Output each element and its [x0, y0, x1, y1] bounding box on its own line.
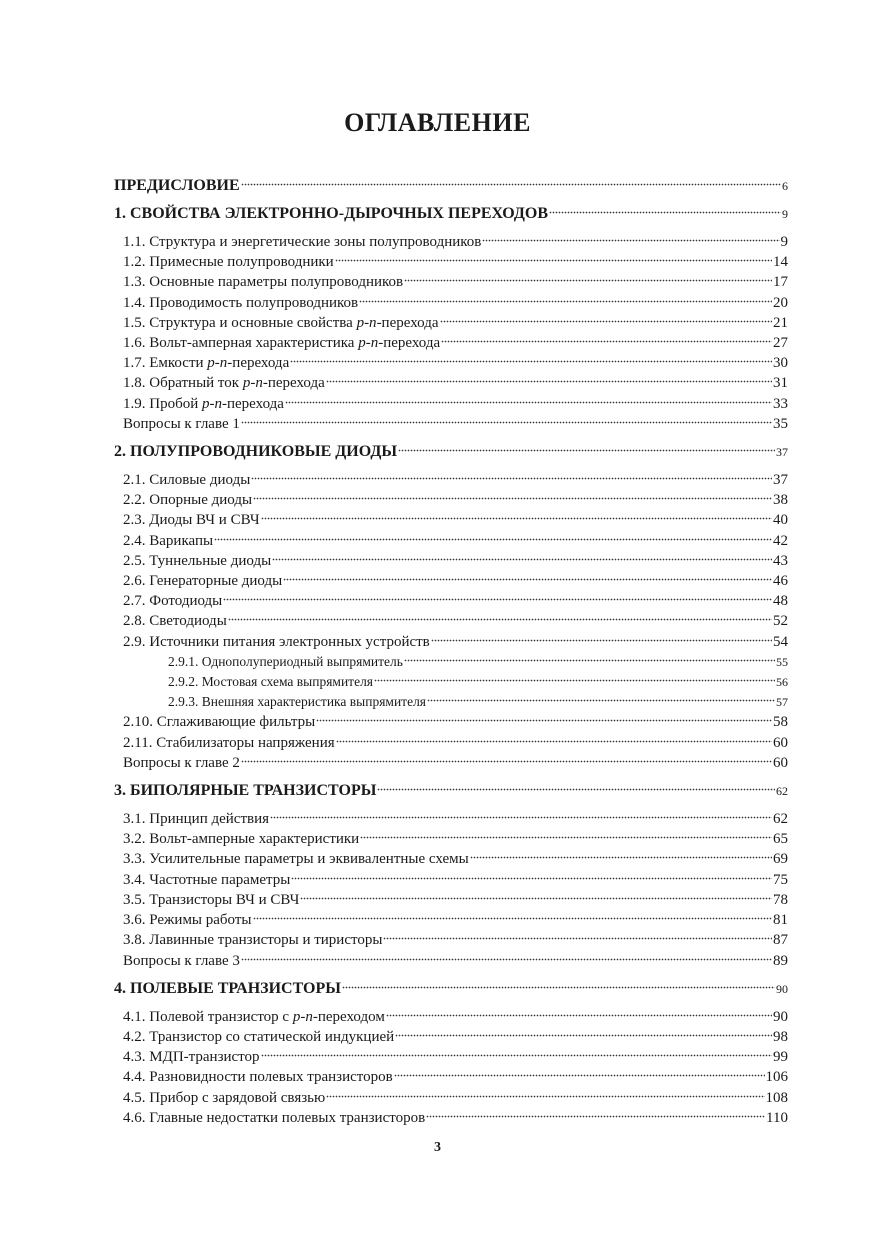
- toc-page-number: 37: [773, 472, 788, 489]
- toc-entry[interactable]: [114, 1027, 788, 1047]
- toc-entry[interactable]: [114, 1088, 788, 1108]
- toc-page-number: 65: [773, 831, 788, 848]
- toc-heading-chapter-4[interactable]: [114, 979, 788, 999]
- toc-entry[interactable]: [114, 414, 788, 434]
- toc-entry-text: 3.1. Принцип действия: [123, 811, 270, 828]
- toc-entry-text: 2.9.1. Однополупериодный выпрямитель: [168, 653, 403, 669]
- entry-text-part: -перехода: [378, 335, 441, 352]
- toc-entry-text: 1.3. Основные параметры полупроводников: [123, 274, 404, 291]
- toc-entry[interactable]: [114, 571, 788, 591]
- toc-entry[interactable]: [114, 849, 788, 869]
- toc-heading-text: 3. БИПОЛЯРНЫЕ ТРАНЗИСТОРЫ: [114, 782, 377, 800]
- toc-page-number: 6: [782, 179, 788, 193]
- toc-entry-text: [123, 353, 289, 373]
- dot-leader: [440, 320, 773, 324]
- toc-entry[interactable]: [114, 490, 788, 510]
- toc-entry[interactable]: [114, 1007, 788, 1027]
- toc-page-number: 89: [773, 952, 788, 969]
- toc-page-number: 60: [773, 734, 788, 751]
- dot-leader: [404, 279, 772, 283]
- toc-heading-chapter-1[interactable]: [114, 204, 788, 224]
- toc-page-number: 78: [773, 891, 788, 908]
- dot-leader: [404, 659, 775, 663]
- dot-leader: [335, 259, 772, 263]
- toc-page-number: 38: [773, 492, 788, 509]
- toc-entry-text: 2.8. Светодиоды: [123, 613, 227, 630]
- toc-page-number: 43: [773, 552, 788, 569]
- dot-leader: [549, 211, 781, 215]
- entry-italic-term: p-n: [202, 395, 222, 412]
- entry-italic-term: p-n: [292, 1008, 313, 1025]
- dot-leader: [377, 788, 775, 792]
- toc-entry[interactable]: [114, 611, 788, 631]
- dot-leader: [261, 517, 772, 521]
- toc-page-number: 56: [776, 675, 788, 690]
- toc-entry-text: 4.6. Главные недостатки полевых транзисторов: [123, 1109, 426, 1126]
- dot-leader: [272, 558, 772, 562]
- entry-italic-term: p-n: [356, 314, 377, 331]
- toc-entry-text: 2.9.3. Внешняя характеристика выпрямителя: [168, 694, 427, 710]
- chapter-1-entries: [114, 232, 788, 434]
- toc-entry-text: 2.1. Силовые диоды: [123, 472, 251, 489]
- toc-entry[interactable]: [114, 1047, 788, 1067]
- toc-entry[interactable]: [114, 313, 788, 333]
- entry-text-part: 4.1. Полевой транзистор с: [123, 1008, 293, 1025]
- toc-page-number: 108: [765, 1089, 788, 1106]
- toc-page-number: 62: [773, 811, 788, 828]
- toc-entry-text: 3.5. Транзисторы ВЧ и СВЧ: [123, 891, 300, 908]
- toc-entry-text: 1.2. Примесные полупроводники: [123, 254, 334, 271]
- dot-leader: [291, 877, 772, 881]
- dot-leader: [300, 897, 772, 901]
- toc-entry[interactable]: [114, 692, 788, 712]
- toc-entry-text: 4.3. МДП-транзистор: [123, 1049, 260, 1066]
- toc-entry-text: [123, 373, 325, 393]
- dot-leader: [395, 1034, 772, 1038]
- toc-page-number: 17: [773, 274, 788, 291]
- toc-entry[interactable]: [114, 353, 788, 373]
- toc-page-number: 69: [773, 851, 788, 868]
- toc-entry[interactable]: [114, 733, 788, 753]
- toc-entry[interactable]: [114, 333, 788, 353]
- dot-leader: [336, 740, 772, 744]
- toc-entry-text: 2.4. Варикапы: [123, 532, 214, 549]
- toc-entry-text: 1.1. Структура и энергетические зоны полупроводников: [123, 234, 482, 250]
- toc-entry-text: Вопросы к главе 3: [123, 952, 240, 969]
- toc-entry[interactable]: [114, 394, 788, 414]
- toc-page-number: 42: [773, 532, 788, 549]
- toc-entry[interactable]: [114, 293, 788, 313]
- toc-page-number: 27: [773, 335, 788, 352]
- dot-leader: [283, 578, 772, 582]
- toc-page-number: 46: [773, 573, 788, 590]
- toc-page-number: 58: [773, 714, 788, 731]
- dot-leader: [482, 239, 779, 243]
- toc-entry-text: 2.6. Генераторные диоды: [123, 573, 283, 590]
- toc-entry-text: 3.3. Усилительные параметры и эквивалентные схемы: [123, 851, 469, 868]
- toc-page-number: 30: [773, 355, 788, 372]
- toc-entry[interactable]: [114, 930, 788, 950]
- toc-page-number: 52: [773, 613, 788, 630]
- chapter-2-entries-more: [114, 712, 788, 773]
- page-number: 3: [434, 1140, 441, 1155]
- chapter-2-subentries: [114, 652, 788, 713]
- dot-leader: [359, 300, 772, 304]
- toc-entry-text: 3.8. Лавинные транзисторы и тиристоры: [123, 932, 383, 949]
- toc-entry-text: [123, 333, 440, 353]
- toc-page-number: 87: [773, 932, 788, 949]
- toc-page-number: 9: [782, 207, 788, 221]
- toc-heading-preface[interactable]: [114, 176, 788, 196]
- chapter-3-entries: [114, 809, 788, 971]
- entry-italic-term: p-n: [358, 335, 379, 352]
- toc-entry-text: 2.2. Опорные диоды: [123, 492, 253, 509]
- toc-page-number: 75: [773, 871, 788, 888]
- dot-leader: [441, 340, 772, 344]
- toc-entry-text: [123, 394, 284, 414]
- toc-entry-text: 2.9.2. Мостовая схема выпрямителя: [168, 674, 374, 690]
- toc-heading-text: 4. ПОЛЕВЫЕ ТРАНЗИСТОРЫ: [114, 979, 341, 997]
- toc-page-number: 33: [773, 395, 788, 412]
- toc-page-number: 14: [773, 254, 788, 271]
- entry-text-part: -перехода: [262, 375, 325, 392]
- entry-text-part: -перехода: [222, 395, 284, 412]
- dot-leader: [241, 958, 772, 962]
- toc-entry-text: 3.2. Вольт-амперные характеристики: [123, 831, 360, 848]
- toc-entry-text: 2.5. Туннельные диоды: [123, 552, 272, 569]
- entry-italic-term: p-n: [242, 375, 263, 392]
- toc-entry-text: 2.10. Сглаживающие фильтры: [123, 714, 316, 731]
- entry-text-part: -перехода: [227, 355, 290, 372]
- toc-entry-text: [123, 1007, 385, 1027]
- toc-entry[interactable]: [114, 753, 788, 773]
- dot-leader: [241, 421, 772, 425]
- toc-page-number: 90: [773, 1008, 788, 1025]
- toc-page-number: 37: [776, 445, 788, 460]
- dot-leader: [214, 538, 772, 542]
- toc-entry[interactable]: [114, 373, 788, 393]
- dot-leader: [251, 477, 772, 481]
- entry-text-part: 1.7. Емкости: [123, 355, 208, 372]
- dot-leader: [241, 760, 772, 764]
- toc-entry-text: 4.4. Разновидности полевых транзисторов: [123, 1069, 393, 1086]
- toc-entry-text: Вопросы к главе 2: [123, 754, 240, 771]
- entry-text-part: 1.8. Обратный ток: [123, 375, 243, 392]
- toc-heading-text: 1. СВОЙСТВА ЭЛЕКТРОННО-ДЫРОЧНЫХ ПЕРЕХОДОВ: [114, 205, 549, 222]
- toc-entry-text: 2.11. Стабилизаторы напряжения: [123, 734, 335, 751]
- dot-leader: [398, 449, 775, 453]
- toc-entry[interactable]: [114, 531, 788, 551]
- toc-entry[interactable]: [114, 470, 788, 490]
- dot-leader: [427, 699, 775, 703]
- toc-entry-text: 2.3. Диоды ВЧ и СВЧ: [123, 512, 260, 529]
- toc-entry[interactable]: [114, 910, 788, 930]
- toc-page-number: 35: [773, 415, 788, 432]
- dot-leader: [470, 856, 772, 860]
- toc-heading-text: 2. ПОЛУПРОВОДНИКОВЫЕ ДИОДЫ: [114, 443, 398, 461]
- toc-page-number: 90: [776, 981, 788, 996]
- toc-entry[interactable]: [114, 232, 788, 252]
- toc-page-number: 31: [773, 375, 788, 392]
- toc-heading-chapter-3[interactable]: [114, 781, 788, 801]
- dot-leader: [326, 1095, 764, 1099]
- toc-entry-text: 4.5. Прибор с зарядовой связью: [123, 1089, 326, 1106]
- toc-entry[interactable]: [114, 272, 788, 292]
- dot-leader: [394, 1074, 765, 1078]
- toc-entry[interactable]: [114, 809, 788, 829]
- toc-entry[interactable]: [114, 829, 788, 849]
- toc-page-number: 110: [766, 1109, 788, 1126]
- toc-entry[interactable]: [114, 870, 788, 890]
- toc-entry-text: 3.6. Режимы работы: [123, 912, 252, 929]
- toc-page-number: 20: [773, 294, 788, 311]
- toc-entry[interactable]: [114, 1108, 788, 1128]
- dot-leader: [290, 360, 772, 364]
- toc-page-number: 81: [773, 912, 788, 929]
- toc-page-number: 106: [765, 1069, 788, 1086]
- dot-leader: [223, 598, 772, 602]
- toc-entry[interactable]: [114, 951, 788, 971]
- dot-leader: [426, 1115, 765, 1119]
- dot-leader: [360, 836, 772, 840]
- toc-page-number: 99: [773, 1049, 788, 1066]
- dot-leader: [326, 380, 772, 384]
- toc-page-number: 98: [773, 1028, 788, 1045]
- dot-leader: [383, 937, 772, 941]
- table-of-contents: [114, 176, 788, 1128]
- toc-page-number: 55: [776, 654, 788, 669]
- dot-leader: [261, 1054, 772, 1058]
- toc-entry[interactable]: [114, 890, 788, 910]
- toc-page-number: 57: [776, 695, 788, 710]
- dot-leader: [285, 401, 772, 405]
- dot-leader: [342, 986, 775, 990]
- entry-text-part: -переходом: [312, 1008, 385, 1025]
- toc-page-number: 40: [773, 512, 788, 529]
- toc-entry[interactable]: [114, 632, 788, 652]
- chapter-4-entries: [114, 1007, 788, 1128]
- toc-heading-chapter-2[interactable]: [114, 442, 788, 462]
- toc-entry[interactable]: [114, 252, 788, 272]
- toc-entry[interactable]: [114, 652, 788, 672]
- toc-entry[interactable]: [114, 510, 788, 530]
- toc-page-number: 48: [773, 593, 788, 610]
- toc-page-number: 9: [780, 234, 788, 250]
- toc-entry-text: Вопросы к главе 1: [123, 415, 240, 432]
- toc-entry[interactable]: [114, 712, 788, 732]
- entry-text-part: 1.5. Структура и основные свойства: [123, 314, 357, 331]
- toc-page-number: 62: [776, 784, 788, 799]
- toc-entry[interactable]: [114, 551, 788, 571]
- entry-text-part: 1.6. Вольт-амперная характеристика: [123, 335, 359, 352]
- dot-leader: [228, 618, 772, 622]
- toc-heading-text: ПРЕДИСЛОВИЕ: [114, 177, 240, 194]
- toc-page-number: 60: [773, 754, 788, 771]
- dot-leader: [241, 183, 781, 187]
- dot-leader: [253, 917, 773, 921]
- toc-entry[interactable]: [114, 591, 788, 611]
- dot-leader: [253, 497, 772, 501]
- entry-italic-term: p-n: [207, 355, 228, 372]
- toc-entry-text: [123, 313, 439, 333]
- entry-text-part: -перехода: [376, 314, 439, 331]
- dot-leader: [316, 719, 772, 723]
- toc-page-number: 21: [773, 314, 788, 331]
- page-title: ОГЛАВЛЕНИЕ: [344, 108, 531, 137]
- toc-entry-text: 2.7. Фотодиоды: [123, 593, 223, 610]
- dot-leader: [431, 639, 772, 643]
- toc-entry-text: 4.2. Транзистор со статической индукцией: [123, 1028, 395, 1045]
- toc-entry[interactable]: [114, 672, 788, 692]
- entry-text-part: 1.9. Пробой: [123, 395, 202, 412]
- toc-page-number: 54: [773, 633, 788, 650]
- toc-entry[interactable]: [114, 1067, 788, 1087]
- dot-leader: [386, 1014, 772, 1018]
- toc-entry-text: 1.4. Проводимость полупроводников: [123, 294, 359, 311]
- toc-entry-text: 3.4. Частотные параметры: [123, 871, 291, 888]
- dot-leader: [270, 816, 772, 820]
- dot-leader: [374, 679, 775, 683]
- chapter-2-entries: [114, 470, 788, 652]
- toc-entry-text: 2.9. Источники питания электронных устройств: [123, 633, 430, 650]
